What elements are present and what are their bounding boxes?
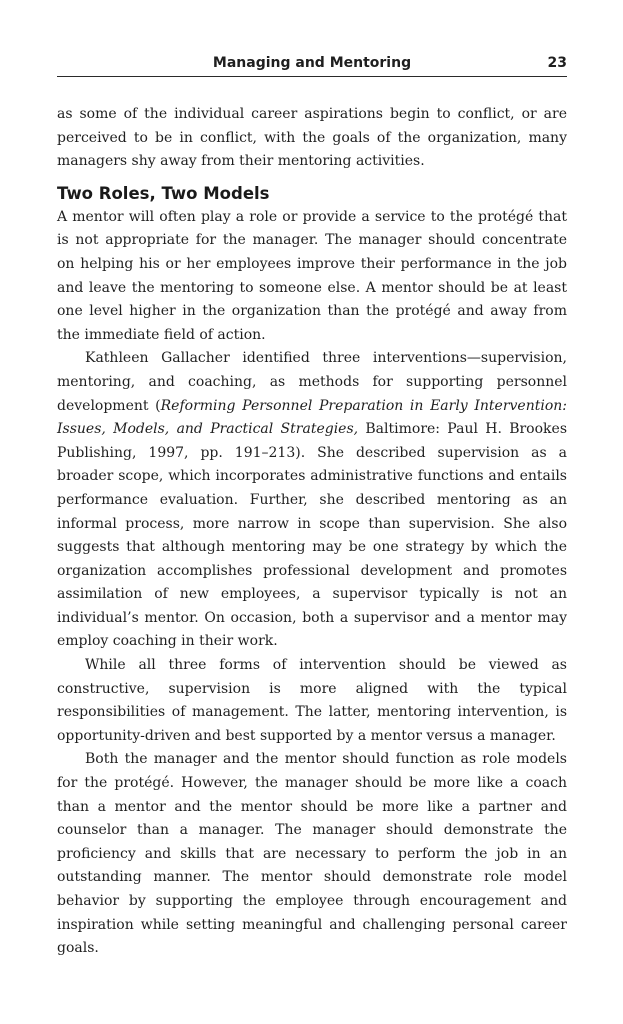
section-heading: Two Roles, Two Models	[57, 183, 270, 203]
paragraph-continued: as some of the individual career aspirations begin to conflict, or are perceived to be in conflict, with the goals of the organization, many managers shy away from their mentoring activities.	[57, 106, 567, 170]
paragraph-3: While all three forms of intervention should be viewed as constructive, supervision is more aligned with the typical responsibilities of management. The latter, mentoring intervention, is opportunity-driven and best supported by a mentor versus a manager.	[57, 657, 567, 744]
running-header	[57, 54, 567, 77]
running-title: Managing and Mentoring	[212, 55, 412, 71]
paragraph-1: A mentor will often play a role or provide a service to the protégé that is not appropriate for the manager. The manager should concentrate on helping his or her employees improve their performance in the job and leave the mentoring to someone else. A mentor should be at least one level higher in the organization than the protégé and away from the immediate field of action.	[57, 208, 567, 343]
page-number: 23	[547, 55, 567, 71]
paragraph-2-text-b: Baltimore: Paul H. Brookes Publishing, 1997, pp. 191–213). She described supervision as a broader scope, which incorporates administrative functions and entails performance evaluation. Further, she described mentoring as an informal process, more narrow in scope than supervision. She also suggests that although mentoring may be one strategy by which the organization accomplishes professional development and promotes assimilation of new employees, a supervisor typically is not an individual’s mentor. On occasion, both a supervisor and a mentor may employ coaching in their work.	[57, 421, 567, 650]
paragraph-2	[57, 347, 567, 654]
body-text	[57, 103, 567, 961]
paragraph-2-text-a: Kathleen Gallacher identified three interventions—supervision, mentoring, and coaching, as methods for supporting personnel development (	[57, 350, 567, 414]
paragraph-4: Both the manager and the mentor should function as role models for the protégé. However, the manager should be more like a coach than a mentor and the mentor should be more like a partner and counselor than a manager. The manager should demonstrate the proficiency and skills that are necessary to perform the job in an outstanding manner. The mentor should demonstrate role model behavior by supporting the employee through encouragement and inspiration while setting meaningful and challenging personal career goals.	[57, 751, 567, 957]
cited-book-title: Reforming Personnel Preparation in Early Intervention: Issues, Models, and Practical Strategies,	[57, 397, 567, 438]
